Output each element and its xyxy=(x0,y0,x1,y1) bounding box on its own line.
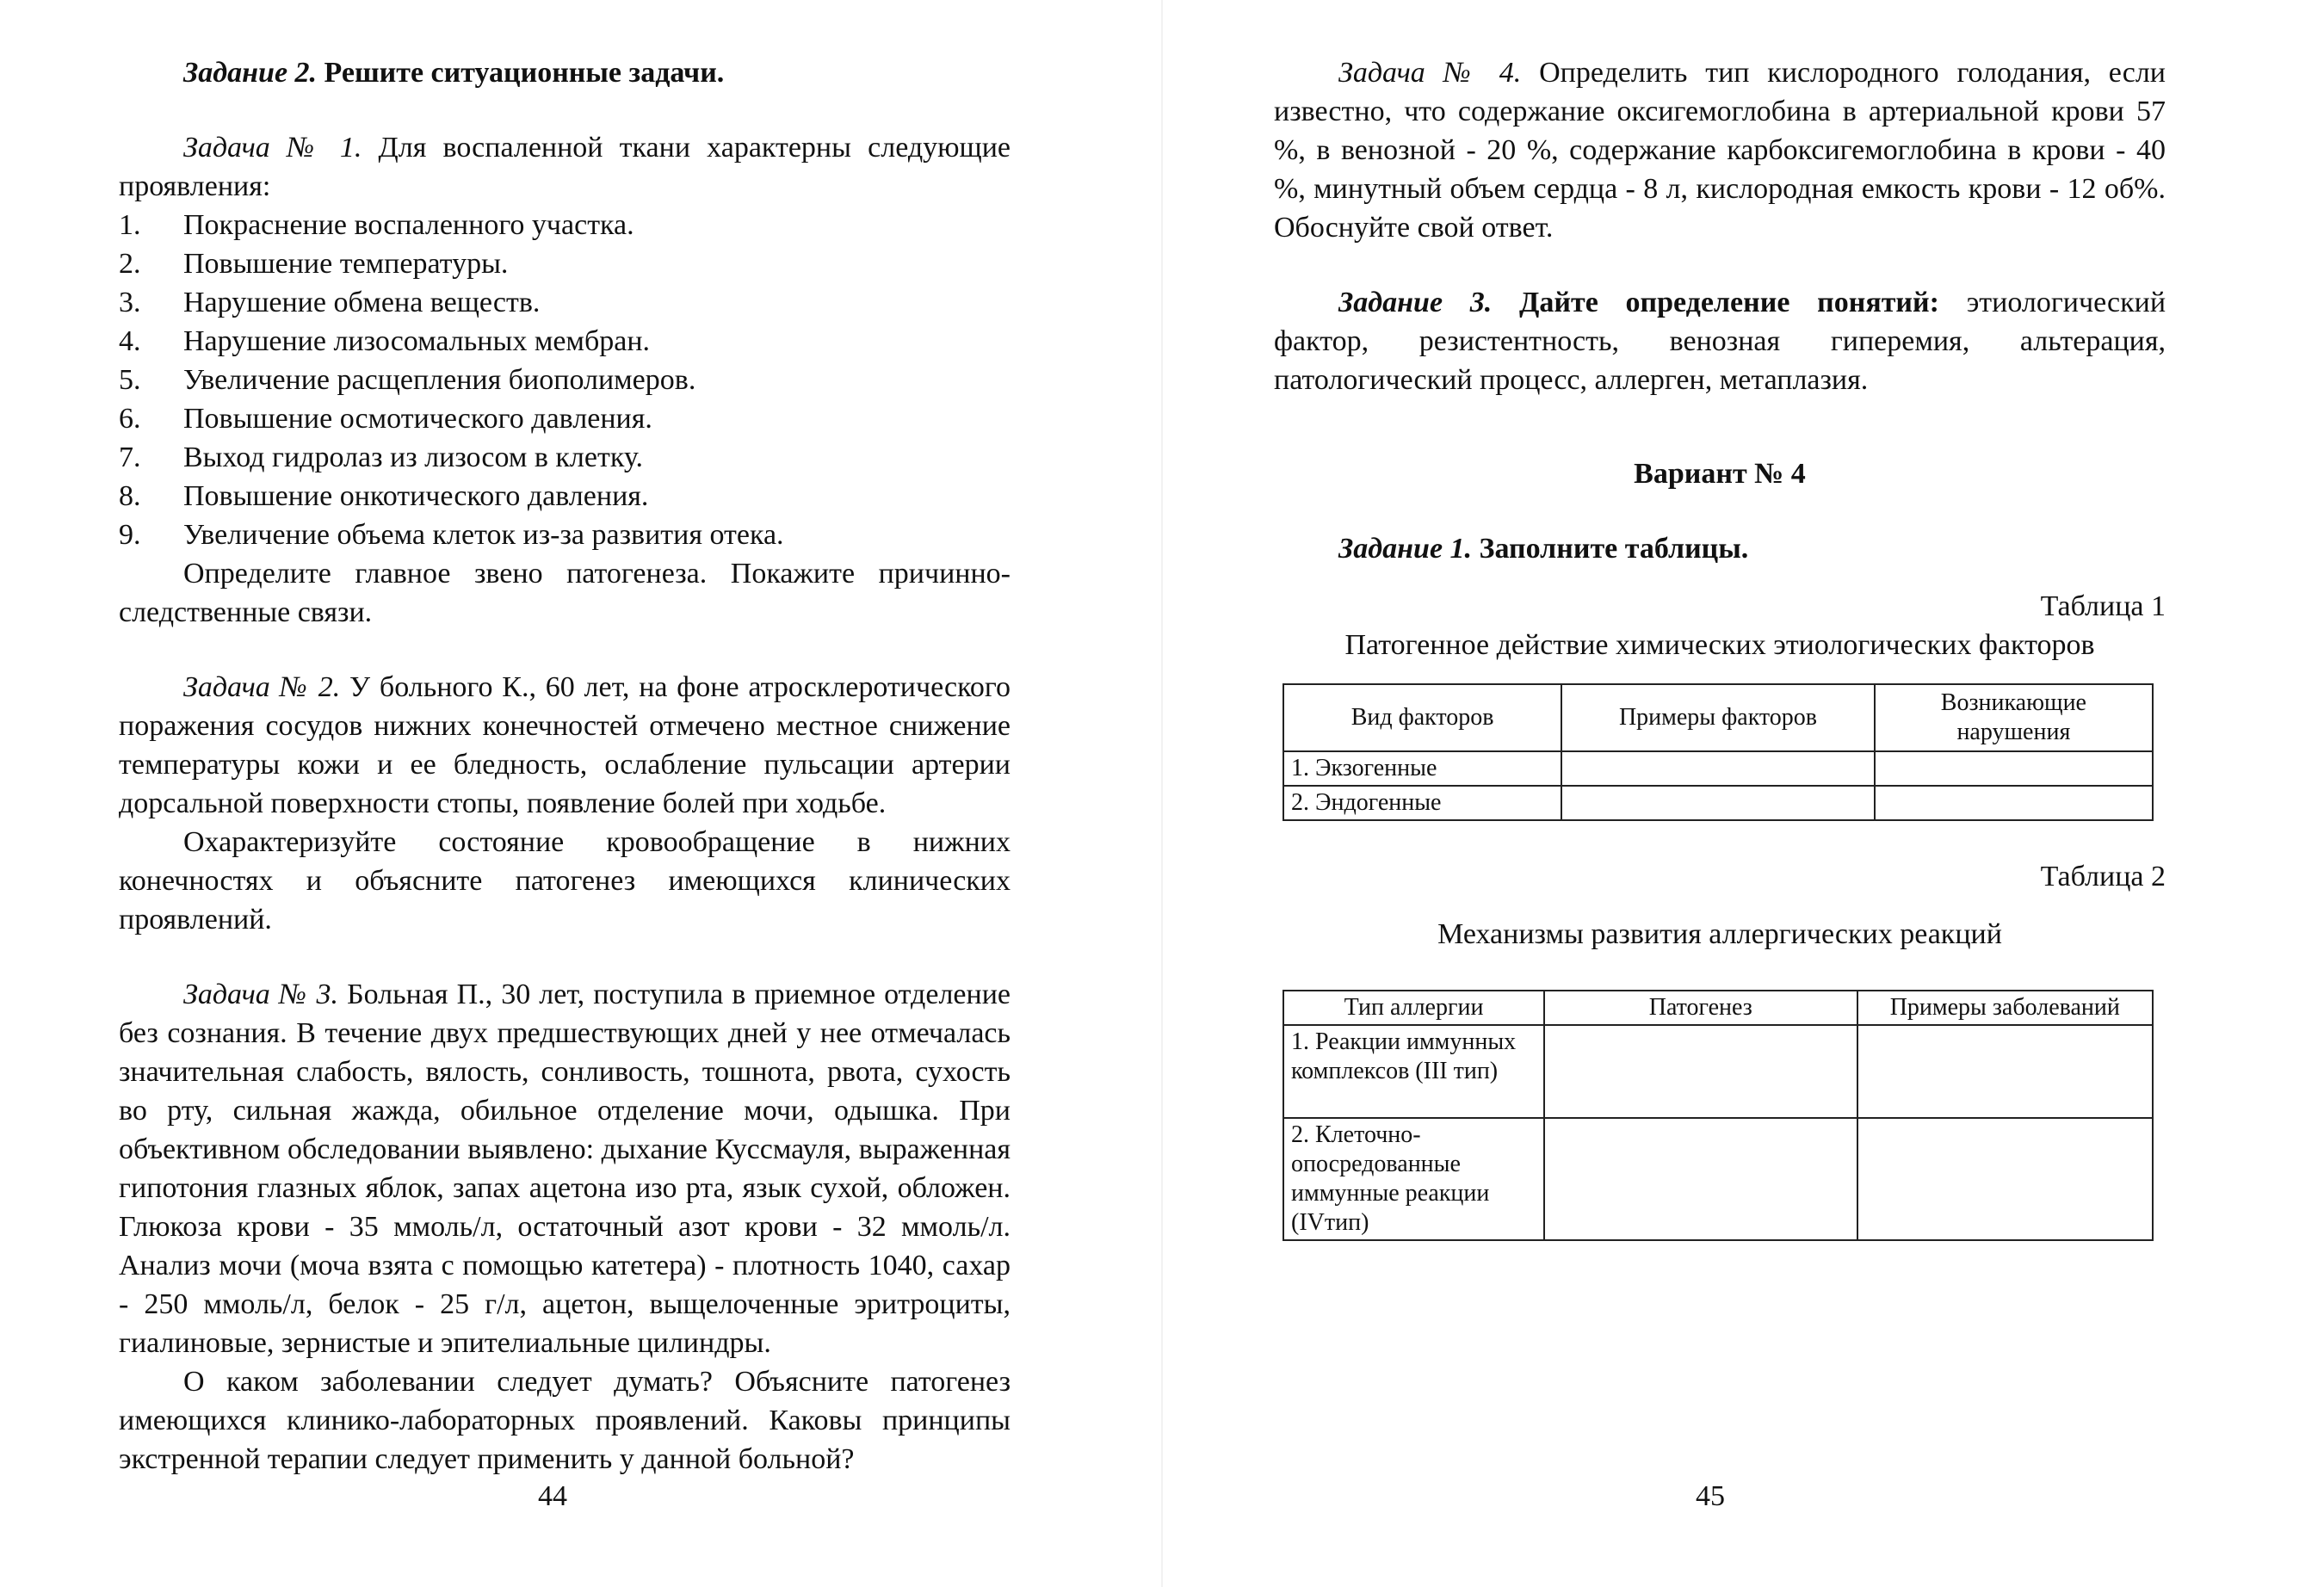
table-header-row xyxy=(1283,991,2153,1025)
problem-4-text: Определить тип кислородного голодания, если известно, что содержание оксигемоглобина в артериальной крови 57 %, в венозной - 20 %, содержание карбоксигемоглобина в крови - 40 %, минутный объем сердца - 8 л, кислородная емкость крови - 12 об%. Обоснуйте свой ответ. xyxy=(1274,57,2166,244)
variant-heading: Вариант № 4 xyxy=(1634,458,1806,490)
left-page-content xyxy=(119,53,1011,1479)
task3 xyxy=(1274,283,2166,399)
problem-1-question: Определите главное звено патогенеза. Покажите причинно-следственные связи. xyxy=(119,558,1011,628)
problem-3-label: Задача № 3. xyxy=(183,979,339,1010)
task1-text: Заполните таблицы. xyxy=(1479,533,1749,565)
task2-text: Решите ситуационные задачи. xyxy=(324,57,725,89)
table-2-number: Таблица 2 xyxy=(2040,861,2166,892)
problem-4-label: Задача № 4. xyxy=(1338,57,1522,89)
table-cell: 1. Экзогенные xyxy=(1283,751,1561,786)
task3-bold: Дайте определение понятий: xyxy=(1519,287,1939,318)
table-row xyxy=(1283,786,2153,820)
task3-label: Задание 3. xyxy=(1338,287,1493,318)
table-cell xyxy=(1875,786,2153,820)
table-cell xyxy=(1857,1118,2153,1240)
problem-4 xyxy=(1274,53,2166,247)
list-item: 5. Увеличение расщепления биополимеров. xyxy=(119,364,696,396)
task1-label: Задание 1. xyxy=(1338,533,1473,565)
problem-2-text: У больного К., 60 лет, на фоне атросклеротического поражения сосудов нижних конечностей отмечено местное снижение температуры кожи и ее бледность, ослабление пульсации артерии дорсальной поверхности стопы, появление болей при ходьбе. xyxy=(119,671,1011,819)
table-row xyxy=(1283,1118,2153,1240)
problem-3 xyxy=(119,975,1011,1362)
table-cell xyxy=(1857,1025,2153,1118)
table-2 xyxy=(1283,990,2154,1241)
list-item: 2. Повышение температуры. xyxy=(119,248,509,280)
task1-heading xyxy=(1274,529,2166,568)
table-cell: 1. Реакции иммунных комплексов (III тип) xyxy=(1283,1025,1544,1118)
table-1-number: Таблица 1 xyxy=(2040,590,2166,622)
list-item: 3. Нарушение обмена веществ. xyxy=(119,287,541,318)
list-item: 8. Повышение онкотического давления. xyxy=(119,480,649,512)
table-2-title: Механизмы развития аллергических реакций xyxy=(1437,918,2002,950)
problem-3-question: О каком заболевании следует думать? Объясните патогенез имеющихся клинико-лабораторных проявлений. Каковы принципы экстренной терапии следует применить у данной больной? xyxy=(119,1366,1011,1475)
table-row xyxy=(1283,1025,2153,1118)
problem-1-label: Задача № 1. xyxy=(183,132,362,164)
task2-heading xyxy=(119,53,1011,92)
list-item: 9. Увеличение объема клеток из-за развития отека. xyxy=(119,519,784,551)
task3-text: этиологический фактор, резистентность, венозная гиперемия, альтерация, патологический процесс, аллерген, метаплазия. xyxy=(1274,287,2166,396)
page-number: 45 xyxy=(1696,1480,1725,1512)
table-cell: 2. Эндогенные xyxy=(1283,786,1561,820)
table-header-row xyxy=(1283,684,2153,751)
list-item: 6. Повышение осмотического давления. xyxy=(119,403,652,435)
table-header-cell: Примеры заболеваний xyxy=(1857,991,2153,1025)
table-header-cell: Возникающие нарушения xyxy=(1875,684,2153,751)
problem-2-question: Охарактеризуйте состояние кровообращение в нижних конечностях и объясните патогенез имеющихся клинических проявлений. xyxy=(119,826,1011,936)
problem-2-label: Задача № 2. xyxy=(183,671,341,703)
problem-2 xyxy=(119,668,1011,823)
page-number: 44 xyxy=(538,1480,567,1512)
table-cell xyxy=(1561,786,1875,820)
right-page-content xyxy=(1274,53,2166,1241)
table-cell xyxy=(1875,751,2153,786)
table-cell xyxy=(1544,1118,1857,1240)
table-row xyxy=(1283,751,2153,786)
table-header-cell: Патогенез xyxy=(1544,991,1857,1025)
problem-3-text: Больная П., 30 лет, поступила в приемное отделение без сознания. В течение двух предшествующих дней у нее отмечалась значительная слабость, вялость, сонливость, тошнота, рвота, сухость во рту, сильная жажда, обильное отделение мочи, одышка. При объективном обследовании выявлено: дыхание Куссмауля, выраженная гипотония глазных яблок, запах ацетона изо рта, язык сухой, обложен. Глюкоза крови - 35 ммоль/л, остаточный азот крови - 32 ммоль/л. Анализ мочи (моча взята с помощью катетера) - плотность 1040, сахар - 250 ммоль/л, белок - 25 г/л, ацетон, выщелоченные эритроциты, гиалиновые, зернистые и эпителиальные цилиндры. xyxy=(119,979,1011,1359)
list-item: 4. Нарушение лизосомальных мембран. xyxy=(119,325,651,357)
table-1-title: Патогенное действие химических этиологических факторов xyxy=(1344,629,2095,661)
table-1 xyxy=(1283,683,2154,821)
table-header-cell: Вид факторов xyxy=(1283,684,1561,751)
right-page xyxy=(1162,0,2324,1587)
problem-1-list xyxy=(119,206,1011,554)
table-cell xyxy=(1561,751,1875,786)
problem-1-text: Для воспаленной ткани характерны следующие проявления: xyxy=(119,132,1011,202)
problem-1-intro xyxy=(119,128,1011,206)
task2-label: Задание 2. xyxy=(183,57,318,89)
list-item: 1. Покраснение воспаленного участка. xyxy=(119,209,634,241)
table-header-cell: Примеры факторов xyxy=(1561,684,1875,751)
list-item: 7. Выход гидролаз из лизосом в клетку. xyxy=(119,442,643,473)
table-cell: 2. Клеточно-опосредованные иммунные реакции (IVтип) xyxy=(1283,1118,1544,1240)
table-header-cell: Тип аллергии xyxy=(1283,991,1544,1025)
table-cell xyxy=(1544,1025,1857,1118)
